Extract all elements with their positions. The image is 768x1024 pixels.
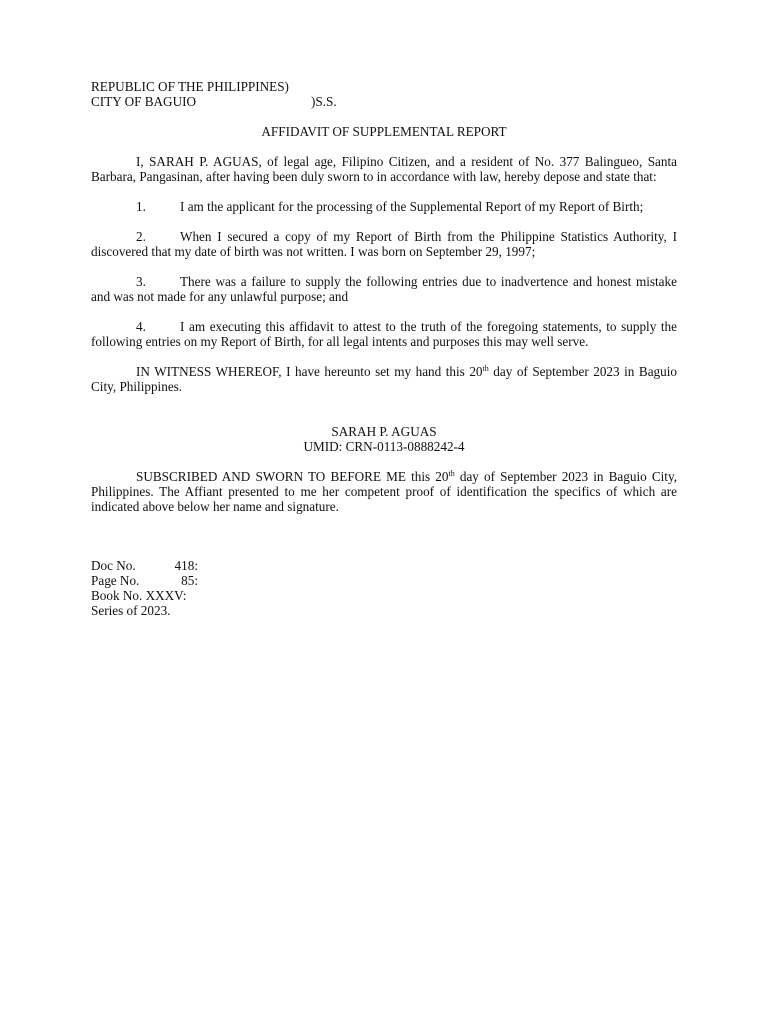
ss-text: )S.S. (311, 94, 337, 109)
item-text: There was a failure to supply the following entries due to inadvertence and honest mistake and was not made for any unlawful purpose; and (91, 274, 677, 304)
signatory-id: UMID: CRN-0113-0888242-4 (303, 439, 465, 454)
item-text: I am executing this affidavit to attest to the truth of the foregoing statements, to supply the following entries on my Report of Birth, for all legal intents and purposes this may well serve. (91, 319, 677, 349)
item-text: I am the applicant for the processing of the Supplemental Report of my Report of Birth; (180, 199, 644, 214)
document-title: AFFIDAVIT OF SUPPLEMENTAL REPORT (261, 124, 507, 139)
item-text: When I secured a copy of my Report of Birth from the Philippine Statistics Authority, I discovered that my date of birth was not written. I was born on September 29, 1997; (91, 229, 677, 259)
caption-city (91, 94, 677, 109)
item-number: 1. (136, 199, 146, 214)
witness-paragraph (91, 364, 677, 394)
page-no-label: Page No. (91, 573, 140, 588)
item-3 (91, 274, 677, 304)
intro-paragraph: I, SARAH P. AGUAS, of legal age, Filipino Citizen, and a resident of No. 377 Balingueo, Santa Barbara, Pangasinan, after having been duly sworn to in accordance with law, hereby depose and state that: (91, 154, 677, 184)
jurat-ordinal: th (448, 469, 455, 478)
item-number: 2. (136, 229, 146, 244)
signature-block (91, 424, 677, 454)
doc-no-row (91, 558, 677, 573)
signatory-name: SARAH P. AGUAS (331, 424, 437, 439)
item-number: 4. (136, 319, 146, 334)
witness-text-after: day of September 2023 in Baguio City, Philippines. (91, 364, 677, 394)
republic-text: REPUBLIC OF THE PHILIPPINES) (91, 79, 289, 94)
witness-ordinal: th (482, 364, 489, 373)
page-no-row (91, 573, 677, 588)
item-4 (91, 319, 677, 349)
item-1 (91, 199, 677, 214)
item-2 (91, 229, 677, 259)
jurat-paragraph (91, 469, 677, 514)
doc-no-label: Doc No. (91, 558, 136, 573)
notarial-register (91, 558, 677, 618)
page-no-value: 85: (181, 573, 198, 588)
doc-no-value: 418: (174, 558, 198, 573)
witness-text-before: IN WITNESS WHEREOF, I have hereunto set my hand this 20 (136, 364, 483, 379)
jurat-text-after: day of September 2023 in Baguio City, Philippines. The Affiant presented to me her competent proof of identification the specifics of which are indicated above below her name and signature. (91, 469, 678, 514)
jurat-text-before: SUBSCRIBED AND SWORN TO BEFORE ME this 20 (136, 469, 449, 484)
item-number: 3. (136, 274, 146, 289)
caption-republic (91, 79, 677, 94)
city-text: CITY OF BAGUIO (91, 94, 197, 109)
book-no-row: Book No. XXXV: (91, 588, 187, 603)
affidavit-document (91, 79, 677, 618)
series-row: Series of 2023. (91, 603, 171, 618)
